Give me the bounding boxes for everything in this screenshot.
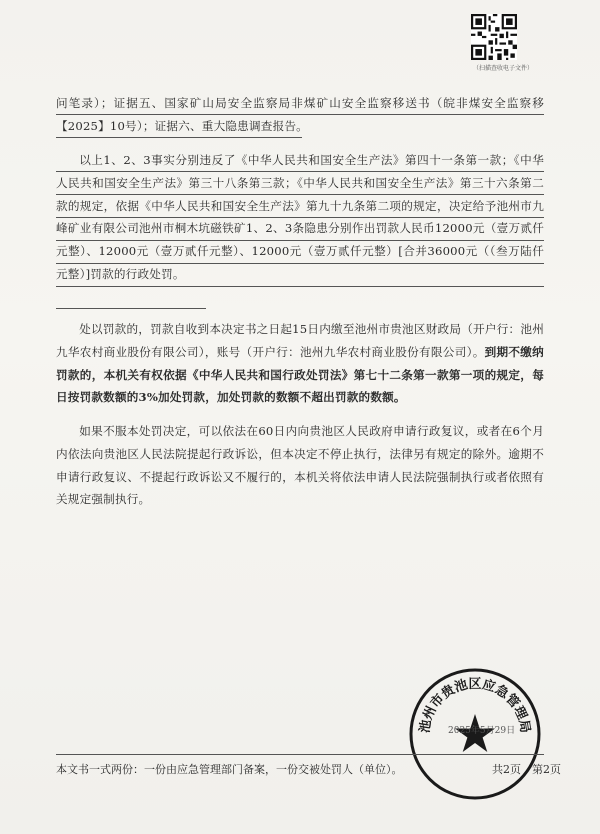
footer-divider (56, 754, 544, 755)
evidence-paragraph: 问笔录）；证据五、国家矿山局安全监察局非煤矿山安全监察移送书（皖非煤安全监察移【2025】10号）；证据六、重大隐患调查报告。 (56, 96, 544, 133)
underline-rule (56, 240, 544, 241)
underline-rule (56, 171, 544, 172)
underline-rule (56, 217, 544, 218)
seal-date: 2025年5月29日 (448, 726, 516, 736)
qr-caption: （扫描查收电子文件） (472, 65, 533, 72)
footer-note: 本文书一式两份：一份由应急管理部门备案，一份交被处罚人（单位）。 (56, 763, 403, 776)
payment-paragraph (56, 318, 544, 409)
seal-text: 池州市贵池区应急管理局 (417, 677, 533, 735)
underline-rule (56, 308, 206, 309)
appeal-paragraph: 如果不服本处罚决定，可以依法在60日内向贵池区人民政府申请行政复议，或者在6个月内依法向贵池区人民法院提起行政诉讼，但本决定不停止执行，法律另有规定的除外。逾期不申请行政复议、不提起行政诉讼又不履行的，本机关将依法申请人民法院强制执行或者依照有关规定强制执行。 (56, 424, 544, 507)
underline-rule (56, 137, 302, 138)
underline-rule (56, 194, 544, 195)
payment-instructions: 处以罚款的，罚款自收到本决定书之日起15日内缴至池州市贵池区财政局（开户行：池州九华农村商业股份有限公司），账号（开户行：池州九华农村商业股份有限公司）。 (56, 322, 544, 359)
underline-rule (56, 286, 544, 287)
violation-paragraph: 以上1、2、3事实分别违反了《中华人民共和国安全生产法》第四十一条第一款；《中华人民共和国安全生产法》第三十八条第三款；《中华人民共和国安全生产法》第三十六条第二款的规定，依据《中华人民共和国安全生产法》第九十九条第二项的规定，决定给予池州市九峰矿业有限公司池州市桐木坑磁铁矿1、2、3条隐患分别作出罚款人民币12000元（壹万贰仟元整）、12000元（壹万贰仟元整）、12000元（壹万贰仟元整）[合并36000元（（叁万陆仟元整）]罚款的行政处罚。 (56, 153, 544, 281)
qr-code (471, 14, 517, 60)
underline-rule (56, 114, 544, 115)
page-number: 共2页 第2页 (492, 763, 561, 776)
underline-rule (56, 263, 544, 264)
late-payment-clause: 到期不缴纳罚款的，本机关有权依据《中华人民共和国行政处罚法》第七十二条第一款第一项的规定，每日按罚款数额的3%加处罚款，加处罚款的数额不超出罚款的数额。 (56, 344, 544, 405)
